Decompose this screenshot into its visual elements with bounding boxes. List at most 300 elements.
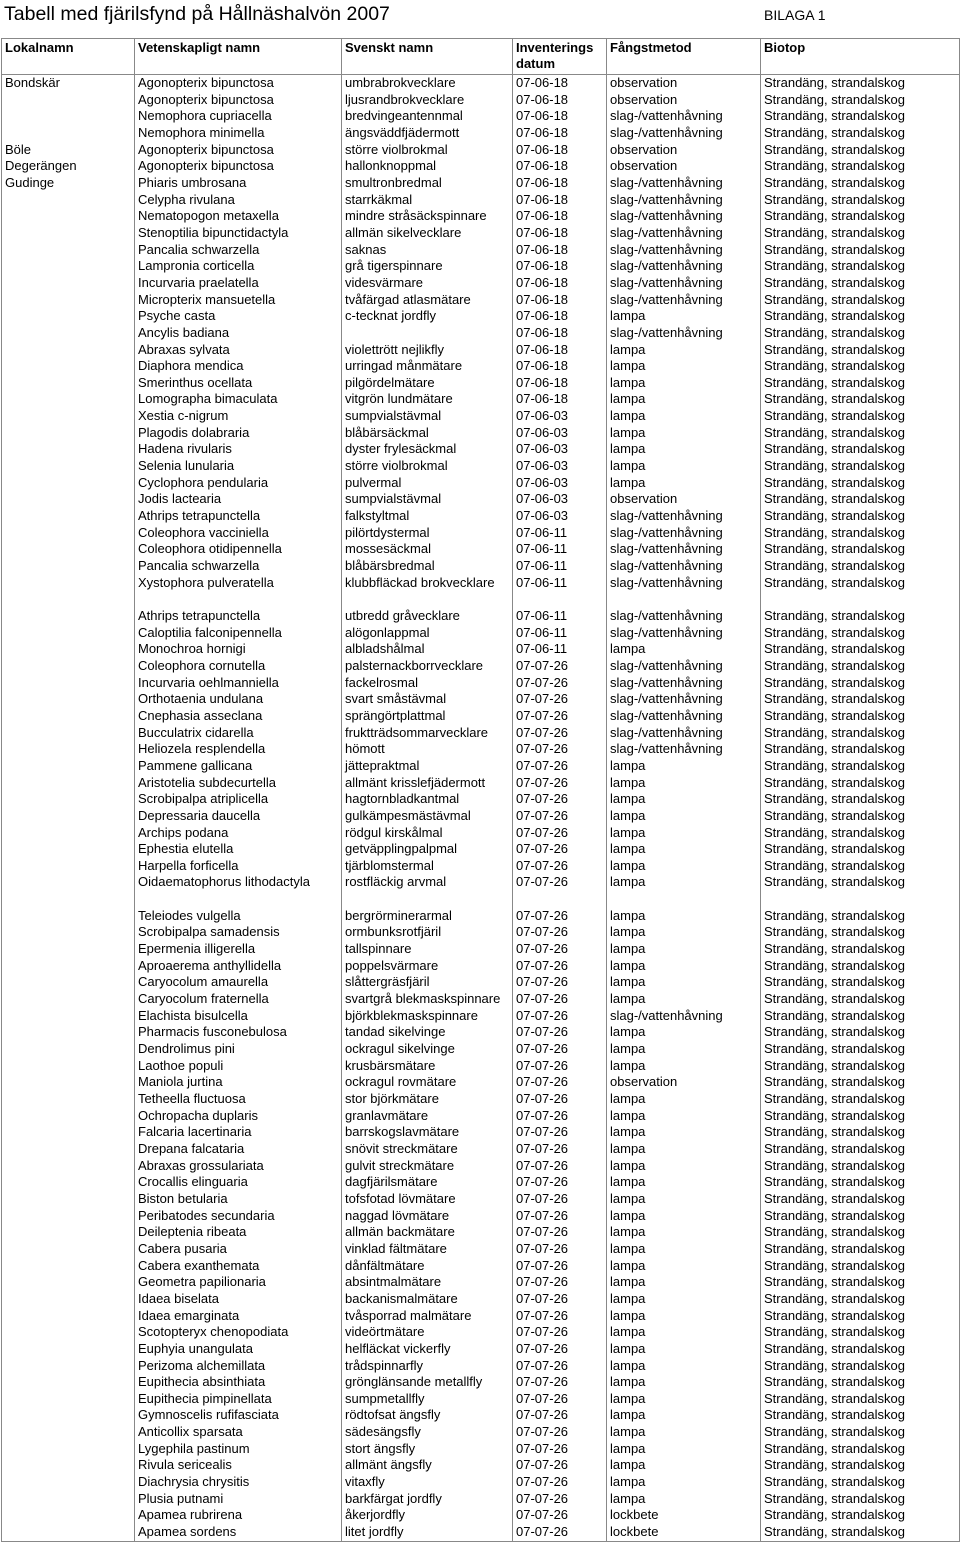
table-row [2,974,960,991]
location-cell [2,391,135,408]
date-cell: 07-07-26 [513,1074,607,1091]
date-cell: 07-07-26 [513,1291,607,1308]
biotope-cell: Strandäng, strandalskog [761,142,960,159]
biotope-cell: Strandäng, strandalskog [761,775,960,792]
location-cell [2,92,135,109]
table-row [2,308,960,325]
date-cell: 07-07-26 [513,874,607,891]
table-row [2,1274,960,1291]
swedish-name-cell: falkstyltmal [342,508,513,525]
biotope-cell: Strandäng, strandalskog [761,75,960,92]
biotope-cell: Strandäng, strandalskog [761,575,960,592]
method-cell: lampa [607,308,761,325]
date-cell: 07-07-26 [513,675,607,692]
location-cell [2,708,135,725]
swedish-name-cell: tofsfotad lövmätare [342,1191,513,1208]
location-cell [2,1341,135,1358]
location-cell [2,1491,135,1508]
column-header-swedish-name: Svenskt namn [342,39,513,75]
table-row [2,325,960,342]
location-cell [2,1358,135,1375]
date-cell: 07-07-26 [513,841,607,858]
method-cell: slag-/vattenhåvning [607,275,761,292]
date-cell: 07-06-18 [513,158,607,175]
swedish-name-cell: alögonlappmal [342,625,513,642]
method-cell: slag-/vattenhåvning [607,125,761,142]
date-cell: 07-07-26 [513,1024,607,1041]
date-cell: 07-07-26 [513,1191,607,1208]
swedish-name-cell: snövit streckmätare [342,1141,513,1158]
swedish-name-cell [342,891,513,908]
swedish-name-cell: vinklad fältmätare [342,1241,513,1258]
biotope-cell: Strandäng, strandalskog [761,1374,960,1391]
method-cell: lampa [607,1324,761,1341]
scientific-name-cell: Caryocolum fraternella [135,991,342,1008]
location-cell [2,575,135,592]
scientific-name-cell: Ochropacha duplaris [135,1108,342,1125]
method-cell: slag-/vattenhåvning [607,541,761,558]
date-cell: 07-07-26 [513,658,607,675]
table-row [2,408,960,425]
biotope-cell: Strandäng, strandalskog [761,1507,960,1524]
biotope-cell: Strandäng, strandalskog [761,691,960,708]
method-cell: lampa [607,475,761,492]
method-cell: lampa [607,1158,761,1175]
method-cell: lampa [607,1224,761,1241]
swedish-name-cell: pulvermal [342,475,513,492]
location-cell [2,974,135,991]
scientific-name-cell: Smerinthus ocellata [135,375,342,392]
location-cell [2,525,135,542]
location-cell [2,441,135,458]
biotope-cell: Strandäng, strandalskog [761,491,960,508]
method-cell: slag-/vattenhåvning [607,558,761,575]
biotope-cell: Strandäng, strandalskog [761,1141,960,1158]
location-cell [2,641,135,658]
table-row [2,92,960,109]
table-row [2,525,960,542]
date-cell: 07-06-18 [513,75,607,92]
date-cell: 07-06-18 [513,325,607,342]
swedish-name-cell: tvåsporrad malmätare [342,1308,513,1325]
location-cell [2,1008,135,1025]
method-cell: slag-/vattenhåvning [607,175,761,192]
swedish-name-cell: ormbunksrotfjäril [342,924,513,941]
date-cell: 07-07-26 [513,741,607,758]
method-cell: slag-/vattenhåvning [607,608,761,625]
swedish-name-cell: grå tigerspinnare [342,258,513,275]
biotope-cell: Strandäng, strandalskog [761,924,960,941]
biotope-cell: Strandäng, strandalskog [761,874,960,891]
biotope-cell: Strandäng, strandalskog [761,1258,960,1275]
location-cell [2,691,135,708]
method-cell: lampa [607,841,761,858]
biotope-cell: Strandäng, strandalskog [761,342,960,359]
swedish-name-cell: backanismalmätare [342,1291,513,1308]
method-cell: lockbete [607,1524,761,1541]
biotope-cell: Strandäng, strandalskog [761,225,960,242]
date-cell: 07-07-26 [513,1258,607,1275]
method-cell: lampa [607,791,761,808]
scientific-name-cell: Falcaria lacertinaria [135,1124,342,1141]
scientific-name-cell: Hadena rivularis [135,441,342,458]
table-row [2,958,960,975]
biotope-cell: Strandäng, strandalskog [761,1524,960,1541]
biotope-cell: Strandäng, strandalskog [761,675,960,692]
method-cell: lampa [607,825,761,842]
location-cell [2,758,135,775]
swedish-name-cell: videörtmätare [342,1324,513,1341]
scientific-name-cell: Selenia lunularia [135,458,342,475]
date-cell: 07-06-18 [513,308,607,325]
table-row [2,1174,960,1191]
location-cell [2,924,135,941]
location-cell [2,791,135,808]
page-title: Tabell med fjärilsfynd på Hållnäshalvön 2007 [4,3,390,25]
table-row [2,874,960,891]
location-cell [2,991,135,1008]
date-cell: 07-07-26 [513,1407,607,1424]
swedish-name-cell: gulvit streckmätare [342,1158,513,1175]
table-row [2,1507,960,1524]
table-row [2,425,960,442]
swedish-name-cell: dånfältmätare [342,1258,513,1275]
table-row [2,1524,960,1541]
swedish-name-cell: allmän backmätare [342,1224,513,1241]
date-cell: 07-07-26 [513,908,607,925]
method-cell [607,591,761,608]
date-cell: 07-07-26 [513,1224,607,1241]
swedish-name-cell: starrkäkmal [342,192,513,209]
location-cell [2,1424,135,1441]
date-cell [513,891,607,908]
date-cell: 07-06-18 [513,192,607,209]
location-cell [2,1024,135,1041]
scientific-name-cell: Eupithecia pimpinellata [135,1391,342,1408]
table-row [2,725,960,742]
table-row [2,1074,960,1091]
swedish-name-cell: klubbfläckad brokvecklare [342,575,513,592]
scientific-name-cell: Aproaerema anthyllidella [135,958,342,975]
method-cell: lampa [607,1308,761,1325]
date-cell: 07-07-26 [513,1324,607,1341]
method-cell: lampa [607,641,761,658]
swedish-name-cell: blåbärsbredmal [342,558,513,575]
date-cell: 07-07-26 [513,1424,607,1441]
table-row [2,658,960,675]
method-cell: lampa [607,1274,761,1291]
swedish-name-cell: rödgul kirskålmal [342,825,513,842]
method-cell [607,891,761,908]
scientific-name-cell: Abraxas grossulariata [135,1158,342,1175]
biotope-cell: Strandäng, strandalskog [761,708,960,725]
date-cell: 07-06-03 [513,458,607,475]
location-cell [2,1158,135,1175]
method-cell: lampa [607,1241,761,1258]
date-cell: 07-07-26 [513,1158,607,1175]
location-cell [2,325,135,342]
biotope-cell: Strandäng, strandalskog [761,1424,960,1441]
swedish-name-cell: svartgrå blekmaskspinnare [342,991,513,1008]
swedish-name-cell: allmän sikelvecklare [342,225,513,242]
column-header-date: Inventerings datum [513,39,607,75]
method-cell: observation [607,75,761,92]
scientific-name-cell: Scrobipalpa samadensis [135,924,342,941]
swedish-name-cell: pilörtdystermal [342,525,513,542]
table-row [2,225,960,242]
method-cell: slag-/vattenhåvning [607,225,761,242]
swedish-name-cell: åkerjordfly [342,1507,513,1524]
biotope-cell: Strandäng, strandalskog [761,825,960,842]
swedish-name-cell: större violbrokmal [342,458,513,475]
method-cell: slag-/vattenhåvning [607,675,761,692]
table-row [2,675,960,692]
date-cell: 07-07-26 [513,1391,607,1408]
method-cell: slag-/vattenhåvning [607,325,761,342]
swedish-name-cell: bredvingeantennmal [342,108,513,125]
date-cell: 07-06-18 [513,142,607,159]
biotope-cell: Strandäng, strandalskog [761,974,960,991]
biotope-cell: Strandäng, strandalskog [761,408,960,425]
table-row [2,275,960,292]
swedish-name-cell: stor björkmätare [342,1091,513,1108]
location-cell [2,841,135,858]
method-cell: lampa [607,908,761,925]
location-cell [2,808,135,825]
date-cell: 07-07-26 [513,1474,607,1491]
date-cell: 07-07-26 [513,708,607,725]
scientific-name-cell: Diaphora mendica [135,358,342,375]
method-cell: lampa [607,1058,761,1075]
swedish-name-cell: violettrött nejlikfly [342,342,513,359]
date-cell: 07-06-03 [513,508,607,525]
table-row [2,1208,960,1225]
method-cell: slag-/vattenhåvning [607,625,761,642]
biotope-cell: Strandäng, strandalskog [761,1191,960,1208]
biotope-cell: Strandäng, strandalskog [761,375,960,392]
table-row [2,75,960,92]
scientific-name-cell: Idaea biselata [135,1291,342,1308]
scientific-name-cell: Anticollix sparsata [135,1424,342,1441]
biotope-cell: Strandäng, strandalskog [761,208,960,225]
table-row [2,1091,960,1108]
biotope-cell: Strandäng, strandalskog [761,1008,960,1025]
date-cell: 07-07-26 [513,1441,607,1458]
location-cell [2,1208,135,1225]
location-cell [2,1291,135,1308]
scientific-name-cell: Eupithecia absinthiata [135,1374,342,1391]
biotope-cell: Strandäng, strandalskog [761,1241,960,1258]
swedish-name-cell: tjärblomstermal [342,858,513,875]
date-cell: 07-06-11 [513,625,607,642]
biotope-cell [761,891,960,908]
scientific-name-cell: Coleophora otidipennella [135,541,342,558]
swedish-name-cell: saknas [342,242,513,259]
swedish-name-cell: allmänt ängsfly [342,1457,513,1474]
scientific-name-cell: Incurvaria oehlmanniella [135,675,342,692]
method-cell: lampa [607,1124,761,1141]
scientific-name-cell: Geometra papilionaria [135,1274,342,1291]
method-cell: lampa [607,1091,761,1108]
location-cell [2,1258,135,1275]
method-cell: lampa [607,391,761,408]
biotope-cell: Strandäng, strandalskog [761,425,960,442]
scientific-name-cell: Heliozela resplendella [135,741,342,758]
location-cell [2,1274,135,1291]
biotope-cell: Strandäng, strandalskog [761,125,960,142]
table-row [2,858,960,875]
biotope-cell: Strandäng, strandalskog [761,475,960,492]
biotope-cell: Strandäng, strandalskog [761,1274,960,1291]
date-cell: 07-07-26 [513,1141,607,1158]
date-cell: 07-07-26 [513,974,607,991]
scientific-name-cell: Bucculatrix cidarella [135,725,342,742]
location-cell [2,858,135,875]
scientific-name-cell: Nematopogon metaxella [135,208,342,225]
table-row [2,1291,960,1308]
scientific-name-cell: Aristotelia subdecurtella [135,775,342,792]
location-cell [2,475,135,492]
scientific-name-cell: Deileptenia ribeata [135,1224,342,1241]
biotope-cell: Strandäng, strandalskog [761,1024,960,1041]
column-header-scientific-name: Vetenskapligt namn [135,39,342,75]
swedish-name-cell: ockragul sikelvinge [342,1041,513,1058]
scientific-name-cell: Apamea sordens [135,1524,342,1541]
table-row [2,475,960,492]
scientific-name-cell: Perizoma alchemillata [135,1358,342,1375]
location-cell [2,1174,135,1191]
method-cell: observation [607,1074,761,1091]
table-row [2,342,960,359]
appendix-label: BILAGA 1 [764,7,826,23]
location-cell [2,375,135,392]
biotope-cell [761,591,960,608]
location-cell [2,1507,135,1524]
method-cell: observation [607,92,761,109]
location-cell [2,1524,135,1541]
method-cell: lampa [607,1441,761,1458]
scientific-name-cell: Athrips tetrapunctella [135,508,342,525]
biotope-cell: Strandäng, strandalskog [761,1457,960,1474]
scientific-name-cell: Lomographa bimaculata [135,391,342,408]
date-cell: 07-07-26 [513,1308,607,1325]
scientific-name-cell: Monochroa hornigi [135,641,342,658]
location-cell [2,125,135,142]
swedish-name-cell: smultronbredmal [342,175,513,192]
method-cell: slag-/vattenhåvning [607,658,761,675]
biotope-cell: Strandäng, strandalskog [761,1074,960,1091]
scientific-name-cell: Cabera pusaria [135,1241,342,1258]
date-cell: 07-07-26 [513,1507,607,1524]
date-cell: 07-06-11 [513,525,607,542]
scientific-name-cell: Dendrolimus pini [135,1041,342,1058]
date-cell: 07-06-18 [513,258,607,275]
swedish-name-cell: sprängörtplattmal [342,708,513,725]
column-header-biotope: Biotop [761,39,960,75]
method-cell: slag-/vattenhåvning [607,242,761,259]
table-row [2,1324,960,1341]
method-cell: slag-/vattenhåvning [607,525,761,542]
table-row [2,1491,960,1508]
scientific-name-cell: Laothoe populi [135,1058,342,1075]
date-cell: 07-07-26 [513,725,607,742]
biotope-cell: Strandäng, strandalskog [761,458,960,475]
biotope-cell: Strandäng, strandalskog [761,908,960,925]
location-cell [2,1474,135,1491]
swedish-name-cell: grönglänsande metallfly [342,1374,513,1391]
method-cell: slag-/vattenhåvning [607,258,761,275]
table-row [2,441,960,458]
biotope-cell: Strandäng, strandalskog [761,292,960,309]
date-cell: 07-07-26 [513,941,607,958]
swedish-name-cell: krusbärsmätare [342,1058,513,1075]
swedish-name-cell: c-tecknat jordfly [342,308,513,325]
column-header-location: Lokalnamn [2,39,135,75]
method-cell: lampa [607,408,761,425]
method-cell: lampa [607,924,761,941]
swedish-name-cell: hallonknoppmal [342,158,513,175]
date-cell: 07-07-26 [513,1358,607,1375]
swedish-name-cell: sumpvialstävmal [342,491,513,508]
biotope-cell: Strandäng, strandalskog [761,1324,960,1341]
table-row [2,1191,960,1208]
location-cell: Bondskär [2,75,135,92]
swedish-name-cell: naggad lövmätare [342,1208,513,1225]
swedish-name-cell: vitaxfly [342,1474,513,1491]
location-cell [2,1441,135,1458]
date-cell: 07-07-26 [513,991,607,1008]
date-cell: 07-06-18 [513,92,607,109]
method-cell: lampa [607,1457,761,1474]
swedish-name-cell: ängsväddfjädermott [342,125,513,142]
swedish-name-cell: hagtornbladkantmal [342,791,513,808]
table-row [2,158,960,175]
biotope-cell: Strandäng, strandalskog [761,1308,960,1325]
location-cell [2,1324,135,1341]
table-row [2,458,960,475]
location-cell [2,308,135,325]
location-cell [2,941,135,958]
biotope-cell: Strandäng, strandalskog [761,641,960,658]
swedish-name-cell: tandad sikelvinge [342,1024,513,1041]
table-row [2,242,960,259]
swedish-name-cell: svart småstävmal [342,691,513,708]
location-cell [2,208,135,225]
swedish-name-cell: allmänt krisslefjädermott [342,775,513,792]
swedish-name-cell: blåbärsäckmal [342,425,513,442]
method-cell: slag-/vattenhåvning [607,508,761,525]
swedish-name-cell: gulkämpesmästävmal [342,808,513,825]
date-cell: 07-07-26 [513,1058,607,1075]
biotope-cell: Strandäng, strandalskog [761,508,960,525]
location-cell [2,1124,135,1141]
date-cell: 07-06-03 [513,425,607,442]
method-cell: lampa [607,1291,761,1308]
date-cell: 07-07-26 [513,791,607,808]
date-cell: 07-06-11 [513,575,607,592]
scientific-name-cell: Agonopterix bipunctosa [135,158,342,175]
scientific-name-cell: Athrips tetrapunctella [135,608,342,625]
table-row [2,575,960,592]
method-cell: lampa [607,425,761,442]
location-cell [2,1191,135,1208]
findings-table [1,38,960,1542]
swedish-name-cell: ockragul rovmätare [342,1074,513,1091]
location-cell [2,958,135,975]
date-cell: 07-06-18 [513,358,607,375]
biotope-cell: Strandäng, strandalskog [761,808,960,825]
biotope-cell: Strandäng, strandalskog [761,175,960,192]
